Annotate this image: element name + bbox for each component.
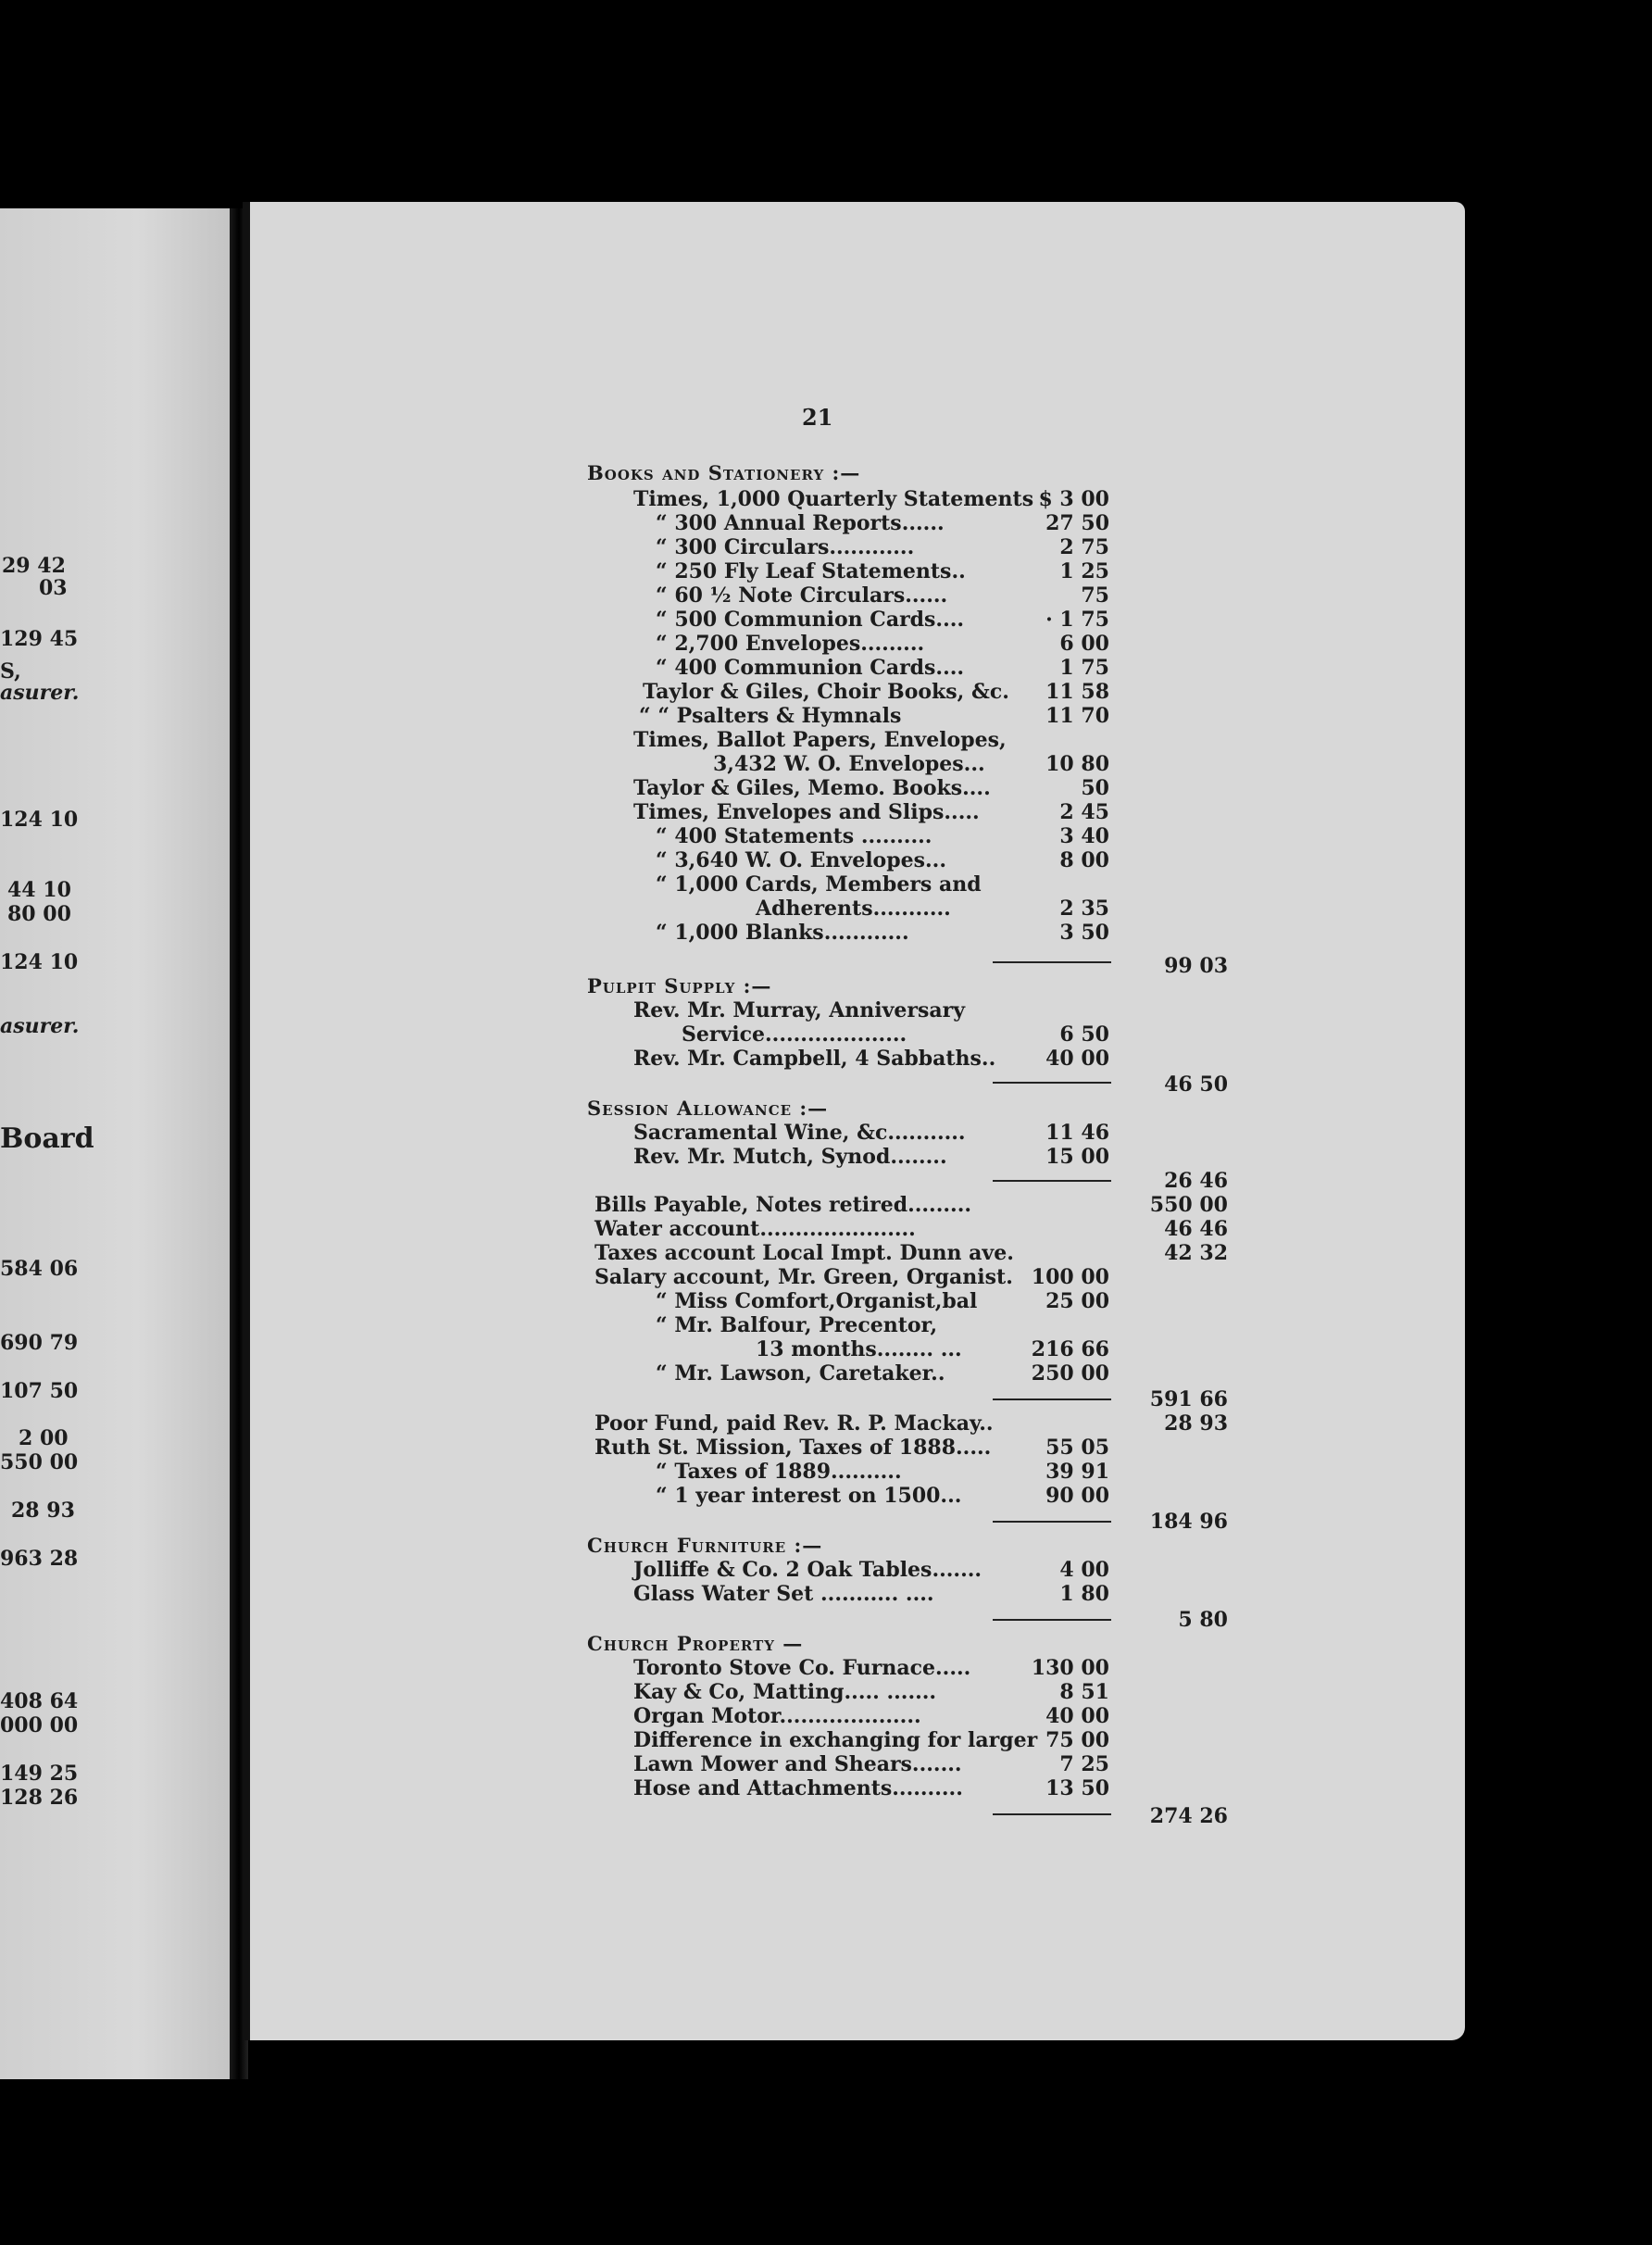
ledger-item-amount: 6 00 bbox=[1059, 632, 1109, 656]
ledger-item-label: 13 months........ ... bbox=[756, 1337, 962, 1361]
ledger-item-amount: 13 50 bbox=[1045, 1776, 1109, 1800]
subtotal-rule bbox=[993, 961, 1111, 963]
ledger-item-label: Service.................... bbox=[682, 1022, 907, 1047]
section-heading: Books and Stationery :— bbox=[587, 461, 861, 484]
left-fragment: 550 00 bbox=[0, 1450, 79, 1474]
ledger-item-label: “ Taxes of 1889.......... bbox=[656, 1460, 902, 1484]
ledger-item-label: Ruth St. Mission, Taxes of 1888..... bbox=[594, 1436, 992, 1460]
ledger-item-amount: 4 00 bbox=[1059, 1558, 1109, 1582]
ledger-item-label: “ Mr. Lawson, Caretaker.. bbox=[656, 1361, 945, 1386]
left-fragment: 44 10 bbox=[7, 878, 71, 902]
ledger-item-label: Taylor & Giles, Memo. Books.... bbox=[633, 776, 991, 800]
subtotal-rule bbox=[993, 1813, 1111, 1815]
ledger-item-amount: 75 bbox=[1081, 583, 1109, 608]
ledger-item-label: Hose and Attachments.......... bbox=[633, 1776, 963, 1800]
ledger-item-label: “ 1,000 Blanks............ bbox=[656, 921, 909, 945]
ledger-item-label: 3,432 W. O. Envelopes... bbox=[713, 752, 985, 776]
ledger-item-label: “ 500 Communion Cards.... bbox=[656, 608, 965, 632]
ledger-item-amount: 40 00 bbox=[1045, 1047, 1109, 1071]
section-heading: Session Allowance :— bbox=[587, 1097, 829, 1120]
ledger-item-amount: 6 50 bbox=[1059, 1022, 1109, 1047]
left-fragment: 80 00 bbox=[7, 902, 71, 926]
ledger-item-amount: 75 00 bbox=[1045, 1728, 1109, 1752]
ledger-item-label: Difference in exchanging for larger bbox=[633, 1728, 1038, 1752]
section-total: 99 03 bbox=[1164, 954, 1228, 978]
ledger-item-label: “ “ Psalters & Hymnals bbox=[639, 704, 902, 728]
left-fragment: 690 79 bbox=[0, 1331, 79, 1355]
ledger-item-amount: 15 00 bbox=[1045, 1145, 1109, 1169]
ledger-item-label: Rev. Mr. Mutch, Synod........ bbox=[633, 1145, 947, 1169]
ledger-item-label: Times, Envelopes and Slips..... bbox=[633, 800, 980, 824]
ledger-item-label: Times, 1,000 Quarterly Statements bbox=[633, 487, 1034, 511]
ledger-item-amount: 100 00 bbox=[1031, 1265, 1109, 1289]
ledger-item-amount: 50 bbox=[1081, 776, 1109, 800]
ledger-item-amount: 3 40 bbox=[1059, 824, 1109, 848]
subtotal-rule bbox=[993, 1082, 1111, 1084]
ledger-item-amount: · 1 75 bbox=[1045, 608, 1109, 632]
ledger-item-amount: 2 75 bbox=[1059, 535, 1109, 559]
ledger-item-total: 550 00 bbox=[1149, 1193, 1228, 1217]
section-total: 5 80 bbox=[1178, 1608, 1228, 1632]
ledger-item-amount: 11 70 bbox=[1045, 704, 1109, 728]
left-fragment: 128 26 bbox=[0, 1786, 79, 1810]
ledger-item-label: “ Mr. Balfour, Precentor, bbox=[656, 1313, 938, 1337]
ledger-item-label: “ 3,640 W. O. Envelopes... bbox=[656, 848, 946, 872]
ledger-item-amount: 250 00 bbox=[1031, 1361, 1109, 1386]
left-fragment: asurer. bbox=[0, 1014, 80, 1038]
subtotal-rule bbox=[993, 1619, 1111, 1621]
ledger-item-amount: 55 05 bbox=[1045, 1436, 1109, 1460]
ledger-item-amount: 1 25 bbox=[1059, 559, 1109, 583]
ledger-item-label: Glass Water Set ........... .... bbox=[633, 1582, 934, 1606]
ledger-item-amount: 10 80 bbox=[1045, 752, 1109, 776]
left-fragment: 149 25 bbox=[0, 1762, 79, 1786]
ledger-item-total: 42 32 bbox=[1164, 1241, 1228, 1265]
left-fragment: 129 45 bbox=[0, 627, 79, 651]
section-total: 26 46 bbox=[1164, 1169, 1228, 1193]
left-fragment: 29 42 bbox=[2, 554, 66, 578]
ledger-item-amount: 7 25 bbox=[1059, 1752, 1109, 1776]
ledger-item-amount: 2 35 bbox=[1059, 897, 1109, 921]
ledger-item-amount: $ 3 00 bbox=[1038, 487, 1109, 511]
ledger-item-amount: 3 50 bbox=[1059, 921, 1109, 945]
ledger-item-label: Rev. Mr. Murray, Anniversary bbox=[633, 998, 965, 1022]
ledger-item-label: “ 2,700 Envelopes......... bbox=[656, 632, 925, 656]
ledger-item-amount: 8 00 bbox=[1059, 848, 1109, 872]
ledger-item-label: Times, Ballot Papers, Envelopes, bbox=[633, 728, 1007, 752]
ledger-item-amount: 216 66 bbox=[1031, 1337, 1109, 1361]
ledger-item-amount: 90 00 bbox=[1045, 1484, 1109, 1508]
ledger-item-label: Sacramental Wine, &c........... bbox=[633, 1121, 966, 1145]
left-fragment: 584 06 bbox=[0, 1257, 79, 1281]
left-fragment: 963 28 bbox=[0, 1547, 79, 1571]
ledger-item-amount: 130 00 bbox=[1031, 1656, 1109, 1680]
ledger-item-amount: 11 46 bbox=[1045, 1121, 1109, 1145]
ledger-item-label: “ 400 Communion Cards.... bbox=[656, 656, 965, 680]
ledger-item-label: “ 1 year interest on 1500... bbox=[656, 1484, 962, 1508]
ledger-item-total: 28 93 bbox=[1164, 1411, 1228, 1436]
ledger-item-label: “ 250 Fly Leaf Statements.. bbox=[656, 559, 966, 583]
subtotal-rule bbox=[993, 1398, 1111, 1400]
ledger-item-amount: 25 00 bbox=[1045, 1289, 1109, 1313]
section-heading: Church Furniture :— bbox=[587, 1534, 823, 1557]
ledger-item-label: Salary account, Mr. Green, Organist. bbox=[594, 1265, 1013, 1289]
section-heading: Church Property — bbox=[587, 1632, 804, 1655]
ledger-item-label: Taxes account Local Impt. Dunn ave. bbox=[594, 1241, 1014, 1265]
left-fragment: 000 00 bbox=[0, 1713, 79, 1737]
ledger-item-label: “ 60 ½ Note Circulars...... bbox=[656, 583, 948, 608]
ledger-item-amount: 1 80 bbox=[1059, 1582, 1109, 1606]
ledger-item-label: Taylor & Giles, Choir Books, &c. bbox=[643, 680, 1009, 704]
ledger-item-label: “ Miss Comfort,Organist,bal bbox=[656, 1289, 978, 1313]
section-total: 46 50 bbox=[1164, 1072, 1228, 1097]
ledger-item-label: Organ Motor.................... bbox=[633, 1704, 921, 1728]
left-fragment: 03 bbox=[39, 576, 68, 600]
ledger-item-label: Rev. Mr. Campbell, 4 Sabbaths.. bbox=[633, 1047, 996, 1071]
ledger-item-label: Adherents........... bbox=[756, 897, 951, 921]
subtotal-rule bbox=[993, 1180, 1111, 1182]
section-total: 184 96 bbox=[1149, 1510, 1228, 1534]
left-fragment: 107 50 bbox=[0, 1379, 79, 1403]
ledger-item-label: Jolliffe & Co. 2 Oak Tables....... bbox=[633, 1558, 982, 1582]
page-number: 21 bbox=[802, 404, 833, 431]
ledger-item-label: “ 1,000 Cards, Members and bbox=[656, 872, 982, 897]
ledger-item-label: Water account...................... bbox=[594, 1217, 916, 1241]
left-fragment: 2 00 bbox=[19, 1426, 69, 1450]
ledger-item-amount: 1 75 bbox=[1059, 656, 1109, 680]
section-total: 591 66 bbox=[1149, 1387, 1228, 1411]
left-fragment: asurer. bbox=[0, 681, 80, 705]
left-fragment: 408 64 bbox=[0, 1689, 79, 1713]
ledger-item-total: 46 46 bbox=[1164, 1217, 1228, 1241]
left-fragment: 124 10 bbox=[0, 808, 79, 832]
ledger-item-amount: 39 91 bbox=[1045, 1460, 1109, 1484]
ledger-item-amount: 40 00 bbox=[1045, 1704, 1109, 1728]
ledger-item-label: Toronto Stove Co. Furnace..... bbox=[633, 1656, 971, 1680]
left-fragment: S, bbox=[0, 659, 21, 684]
section-total: 274 26 bbox=[1149, 1804, 1228, 1828]
ledger-item-label: Poor Fund, paid Rev. R. P. Mackay.. bbox=[594, 1411, 994, 1436]
ledger-item-amount: 2 45 bbox=[1059, 800, 1109, 824]
ledger-item-label: Lawn Mower and Shears....... bbox=[633, 1752, 962, 1776]
ledger-item-label: Kay & Co, Matting..... ....... bbox=[633, 1680, 937, 1704]
left-fragment: Board bbox=[0, 1122, 94, 1155]
subtotal-rule bbox=[993, 1521, 1111, 1523]
ledger-item-amount: 27 50 bbox=[1045, 511, 1109, 535]
ledger-item-label: “ 400 Statements .......... bbox=[656, 824, 932, 848]
ledger-item-label: “ 300 Annual Reports...... bbox=[656, 511, 945, 535]
ledger-item-amount: 8 51 bbox=[1059, 1680, 1109, 1704]
ledger-item-label: Bills Payable, Notes retired......... bbox=[594, 1193, 972, 1217]
ledger-item-amount: 11 58 bbox=[1045, 680, 1109, 704]
ledger-item-label: “ 300 Circulars............ bbox=[656, 535, 915, 559]
left-fragment: 28 93 bbox=[11, 1499, 75, 1523]
left-fragment: 124 10 bbox=[0, 950, 79, 974]
section-heading: Pulpit Supply :— bbox=[587, 974, 772, 997]
